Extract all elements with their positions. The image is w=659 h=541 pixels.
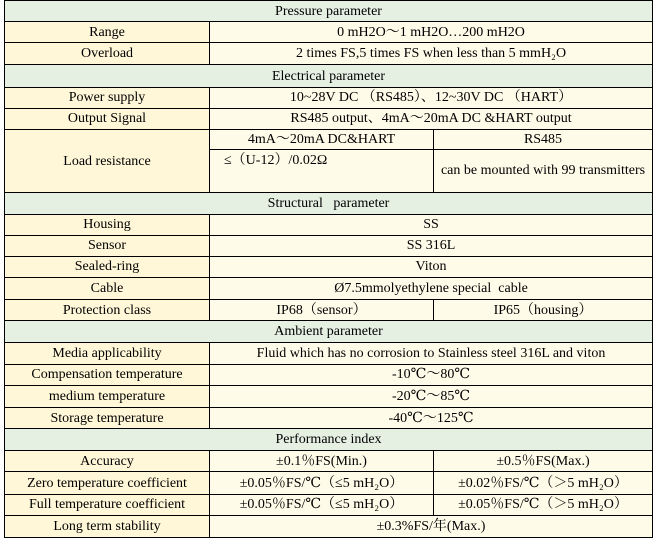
table-row-compensation-temperature (5, 364, 653, 385)
protection-sensor-value: IP68（sensor） (210, 300, 434, 321)
accuracy-max-value: ±0.5％FS(Max.) (434, 451, 653, 472)
table-row-sensor (5, 235, 653, 256)
section-row-electrical (5, 65, 653, 87)
cable-value: Ø7.5mmolyethylene special cable (210, 278, 653, 300)
table-row-range (5, 22, 653, 43)
media-applicability-value: Fluid which has no corrosion to Stainless steel 316L and viton (210, 343, 653, 364)
full-temperature-coefficient-label: Full temperature coefficient (5, 494, 210, 515)
table-row-zero-temperature-coefficient (5, 472, 653, 494)
table-row-housing (5, 214, 653, 235)
compensation-temperature-label: Compensation temperature (5, 364, 210, 385)
overload-value: 2 times FS,5 times FS when less than 5 mmH₂O (210, 43, 653, 65)
full-coefficient-high-value: ±0.05％FS/℃（＞5 mH₂O） (434, 494, 653, 515)
accuracy-label: Accuracy (5, 451, 210, 472)
sensor-value: SS 316L (210, 235, 653, 256)
housing-value: SS (210, 214, 653, 235)
range-label: Range (5, 22, 210, 43)
section-row-pressure (5, 1, 653, 22)
power-supply-value: 10~28V DC （RS485）、12~30V DC （HART） (210, 87, 653, 108)
load-rs485-header: RS485 (434, 129, 653, 149)
table-row-overload (5, 43, 653, 65)
section-header-ambient: Ambient parameter (5, 321, 653, 343)
table-row-storage-temperature (5, 407, 653, 428)
overload-label: Overload (5, 43, 210, 65)
long-term-stability-label: Long term stability (5, 515, 210, 537)
table-row-media (5, 343, 653, 364)
table-row-load-resistance-headers (5, 129, 653, 149)
table-row-medium-temperature (5, 385, 653, 407)
table-row-sealed-ring (5, 256, 653, 277)
sealed-ring-label: Sealed-ring (5, 256, 210, 277)
protection-class-label: Protection class (5, 300, 210, 321)
long-term-stability-value: ±0.3%FS/年(Max.) (210, 515, 653, 537)
medium-temperature-label: medium temperature (5, 385, 210, 407)
output-signal-label: Output Signal (5, 108, 210, 129)
protection-housing-value: IP65（housing） (434, 300, 653, 321)
table-row-power-supply (5, 87, 653, 108)
sealed-ring-value: Viton (210, 256, 653, 277)
cable-label: Cable (5, 278, 210, 300)
table-row-protection-class (5, 300, 653, 321)
table-row-accuracy (5, 451, 653, 472)
storage-temperature-label: Storage temperature (5, 407, 210, 428)
section-row-ambient (5, 321, 653, 343)
medium-temperature-value: -20℃～85℃ (210, 385, 653, 407)
zero-temperature-coefficient-label: Zero temperature coefficient (5, 472, 210, 494)
section-header-pressure: Pressure parameter (5, 1, 653, 22)
compensation-temperature-value: -10℃～80℃ (210, 364, 653, 385)
spec-table (4, 0, 653, 538)
section-row-performance (5, 429, 653, 451)
range-value: 0 mH2O～1 mH2O…200 mH2O (210, 22, 653, 43)
section-header-performance: Performance index (5, 429, 653, 451)
storage-temperature-value: -40℃～125℃ (210, 407, 653, 428)
section-header-structural: Structural parameter (5, 193, 653, 214)
media-applicability-label: Media applicability (5, 343, 210, 364)
table-row-output-signal (5, 108, 653, 129)
sensor-label: Sensor (5, 235, 210, 256)
power-supply-label: Power supply (5, 87, 210, 108)
table-row-full-temperature-coefficient (5, 494, 653, 515)
housing-label: Housing (5, 214, 210, 235)
load-rs485-value: can be mounted with 99 transmitters (434, 150, 653, 193)
output-signal-value: RS485 output、4mA～20mA DC &HART output (210, 108, 653, 129)
section-row-structural (5, 193, 653, 214)
load-hart-header: 4mA～20mA DC&HART (210, 129, 434, 149)
zero-coefficient-high-value: ±0.02％FS/℃（＞5 mH₂O） (434, 472, 653, 494)
section-header-electrical: Electrical parameter (5, 65, 653, 87)
full-coefficient-low-value: ±0.05％FS/℃（≤5 mH₂O） (210, 494, 434, 515)
load-hart-value: ≤（U-12）/0.02Ω (210, 150, 434, 193)
accuracy-min-value: ±0.1％FS(Min.) (210, 451, 434, 472)
table-row-long-term-stability (5, 515, 653, 537)
table-row-cable (5, 278, 653, 300)
zero-coefficient-low-value: ±0.05％FS/℃（≤5 mH₂O） (210, 472, 434, 494)
load-resistance-label: Load resistance (5, 129, 210, 192)
